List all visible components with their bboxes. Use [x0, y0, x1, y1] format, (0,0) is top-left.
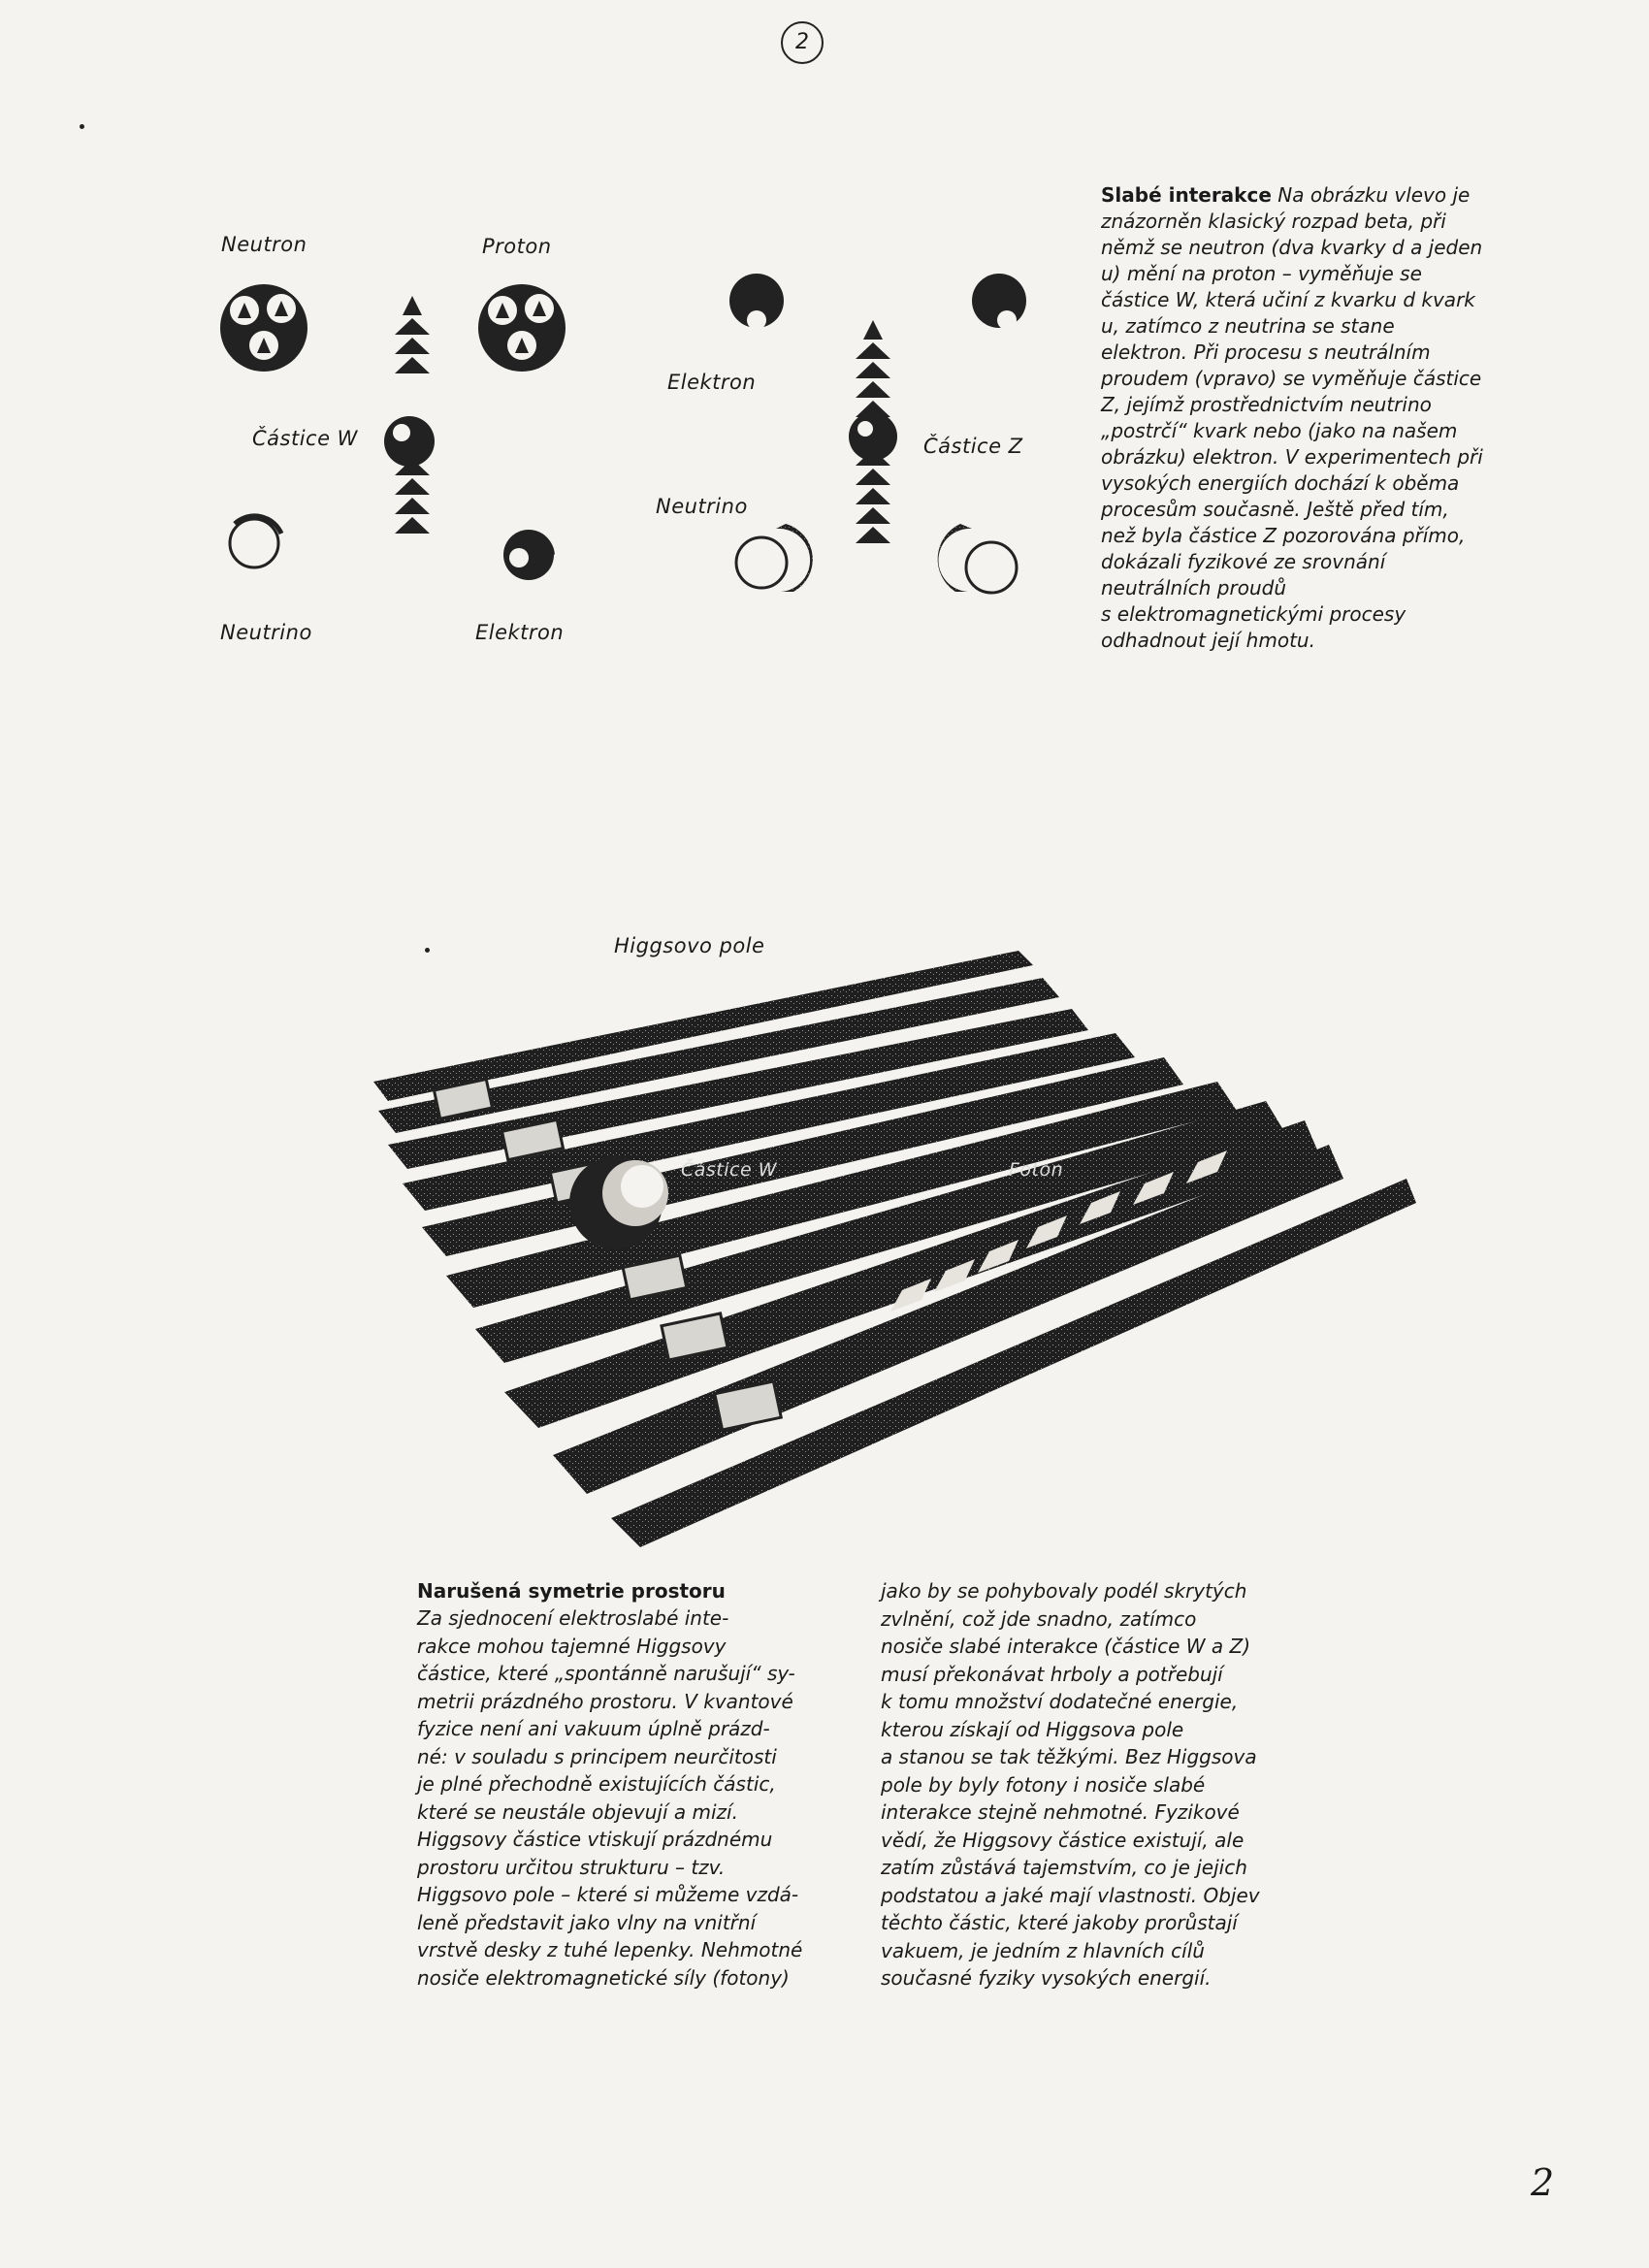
article-line: částice, které „spontánně narušují“ sy- — [417, 1662, 795, 1685]
neutron-particle — [220, 284, 307, 372]
article-line: rakce mohou tajemné Higgsovy — [417, 1634, 727, 1658]
article-line: je plné přechodně existujících částic, — [417, 1772, 776, 1796]
article-line: jako by se pohybovaly podél skrytých — [881, 1579, 1247, 1603]
speck — [80, 124, 84, 129]
neutrino-particle — [230, 516, 281, 567]
neutrino-particle — [938, 524, 1017, 593]
z-boson-wave — [849, 320, 897, 543]
caption-line: elektron. Při procesu s neutrálním — [1101, 340, 1431, 364]
article-line: leně představit jako vlny na vnitřní — [417, 1910, 757, 1934]
article-line: kterou získají od Higgsova pole — [881, 1717, 1184, 1741]
article-line: podstatou a jaké mají vlastnosti. Objev — [881, 1883, 1260, 1907]
caption-line: odhadnout její hmotu. — [1101, 629, 1315, 652]
caption-line: neutrálních proudů — [1101, 576, 1286, 599]
caption-line: „postrčí“ kvark nebo (jako na našem — [1101, 419, 1458, 442]
electron-particle — [972, 274, 1026, 330]
neutrino-particle — [736, 524, 813, 592]
w-boson-wave — [384, 296, 435, 534]
neutron-label: Neutron — [221, 233, 307, 256]
article-line: vakuem, je jedním z hlavních cílů — [881, 1938, 1205, 1962]
electron-particle — [729, 274, 784, 330]
caption-line: němž se neutron (dva kvarky d a jeden — [1101, 236, 1483, 259]
article-line: vrstvě desky z tuhé lepenky. Nehmotné — [417, 1938, 803, 1961]
electron-particle — [503, 530, 555, 580]
corrugated-ridges — [373, 951, 1416, 1547]
article-line: k tomu množství dodatečné energie, — [881, 1690, 1239, 1713]
article-line: těchto částic, které jakoby prorůstají — [881, 1911, 1238, 1934]
article-heading: Narušená symetrie prostoru — [417, 1579, 726, 1603]
article-left-column — [417, 1577, 824, 1992]
article-line: současné fyziky vysokých energií. — [881, 1966, 1212, 1990]
article-line: nosiče slabé interakce (částice W a Z) — [881, 1635, 1251, 1658]
electron-label-right: Elektron — [667, 371, 757, 394]
article-line: prostoru určitou strukturu – tzv. — [417, 1855, 726, 1879]
article-line: interakce stejně nehmotné. Fyzikové — [881, 1800, 1240, 1824]
higgs-field-label: Higgsovo pole — [614, 934, 765, 957]
article-line: pole by byly fotony i nosiče slabé — [881, 1772, 1206, 1797]
caption-line: Na obrázku vlevo je — [1277, 183, 1471, 207]
caption-line: u, zatímco z neutrina se stane — [1101, 314, 1395, 338]
caption-line: částice W, která učiní z kvarku d kvark — [1101, 288, 1475, 311]
caption-line: než byla částice Z pozorována přímo, — [1101, 524, 1466, 547]
article-line: né: v souladu s principem neurčitosti — [417, 1744, 777, 1768]
caption-heading: Slabé interakce — [1101, 183, 1272, 207]
w-particle-label: Částice W — [252, 427, 358, 450]
article-line: které se neustále objevují a mizí. — [417, 1799, 738, 1824]
article-line: Higgsovy částice vtiskují prázdnému — [417, 1828, 773, 1851]
caption-line: vysokých energiích dochází k oběma — [1101, 471, 1460, 495]
w-particle-label-higgs: Částice W — [681, 1159, 777, 1181]
caption-line: u) mění na proton – vyměňuje se — [1101, 262, 1422, 285]
caption-line: proudem (vpravo) se vyměňuje částice — [1101, 367, 1482, 390]
weak-interaction-caption — [1101, 182, 1537, 654]
article-line: zvlnění, což jde snadno, zatímco — [881, 1606, 1197, 1631]
photon-label: Foton — [1009, 1159, 1064, 1181]
proton-particle — [478, 284, 566, 372]
neutrino-label-right: Neutrino — [656, 495, 748, 518]
article-line: Higgsovo pole – které si můžeme vzdá- — [417, 1883, 799, 1906]
caption-line: Z, jejímž prostřednictvím neutrino — [1101, 393, 1432, 416]
caption-line: znázorněn klasický rozpad beta, při — [1101, 210, 1446, 233]
caption-line: procesům současně. Ještě před tím, — [1101, 498, 1449, 521]
z-particle-label: Částice Z — [923, 435, 1023, 458]
article-line: Za sjednocení elektroslabé inte- — [417, 1606, 729, 1630]
article-right-column — [881, 1577, 1308, 1993]
article-line: metrii prázdného prostoru. V kvantové — [417, 1689, 793, 1713]
higgs-field-figure — [359, 912, 1426, 1571]
proton-label: Proton — [482, 235, 552, 258]
article-line: nosiče elektromagnetické síly (fotony) — [417, 1965, 790, 1990]
caption-line: obrázku) elektron. V experimentech při — [1101, 445, 1483, 469]
page-marker: 2 — [781, 21, 824, 64]
article-line: a stanou se tak těžkými. Bez Higgsova — [881, 1745, 1257, 1768]
article-line: vědí, že Higgsovy částice existují, ale — [881, 1828, 1245, 1852]
caption-line: s elektromagnetickými procesy — [1101, 602, 1406, 626]
caption-line: dokázali fyzikové ze srovnání — [1101, 550, 1386, 573]
electron-label: Elektron — [475, 621, 565, 644]
corner-page-number: 2 — [1531, 2161, 1555, 2204]
article-line: musí překonávat hrboly a potřebují — [881, 1662, 1223, 1686]
article-line: fyzice není ani vakuum úplně prázd- — [417, 1717, 770, 1740]
neutrino-label: Neutrino — [220, 621, 312, 644]
article-line: zatím zůstává tajemstvím, co je jejich — [881, 1856, 1247, 1879]
